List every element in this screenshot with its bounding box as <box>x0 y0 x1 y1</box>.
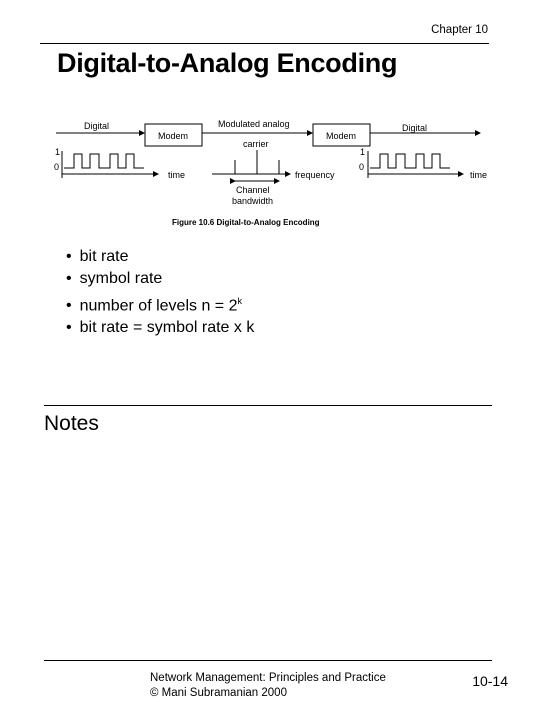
bullet-item <box>66 268 254 290</box>
bullet-text: bit rate <box>79 248 129 265</box>
bullet-text: number of levels n = 2 <box>79 297 238 315</box>
label-carrier: carrier <box>243 139 269 149</box>
bullet-text: symbol rate <box>79 270 163 287</box>
square-wave-right <box>370 154 450 168</box>
label-digital-right: Digital <box>402 123 428 133</box>
figure-caption: Figure 10.6 Digital-to-Analog Encoding <box>172 218 320 227</box>
label-modem-left: Modem <box>158 131 189 141</box>
bullet-item <box>66 246 254 268</box>
label-bandwidth: bandwidth <box>232 196 274 206</box>
label-digital-left: Digital <box>84 121 110 131</box>
label-modem-right: Modem <box>326 131 357 141</box>
label-one-right: 1 <box>360 147 366 157</box>
footer-line-1: Network Management: Principles and Practice <box>150 672 386 684</box>
digital-to-analog-diagram <box>28 112 508 234</box>
chapter-label: Chapter 10 <box>431 24 488 36</box>
footer-rule <box>44 660 492 661</box>
label-channel: Channel <box>236 185 270 195</box>
label-modulated-analog: Modulated analog <box>218 119 290 129</box>
bullet-superscript: k <box>237 296 242 306</box>
notes-heading: Notes <box>44 412 99 435</box>
label-zero-right: 0 <box>359 162 365 172</box>
slide-title: Digital-to-Analog Encoding <box>57 48 398 78</box>
label-zero-left: 0 <box>54 162 60 172</box>
label-frequency: frequency <box>295 170 335 180</box>
label-time-left: time <box>168 170 186 180</box>
bullet-text: bit rate = symbol rate x k <box>79 319 255 337</box>
header-rule <box>40 43 489 44</box>
bullet-list <box>66 246 254 339</box>
label-one-left: 1 <box>55 147 61 157</box>
bullet-item <box>66 317 254 339</box>
footer-line-2: © Mani Subramanian 2000 <box>150 687 287 699</box>
footer-credit <box>150 671 386 701</box>
square-wave-left <box>64 154 144 168</box>
label-time-right: time <box>470 170 488 180</box>
bullet-item <box>66 290 254 317</box>
notes-rule <box>44 405 492 406</box>
page-number: 10-14 <box>472 673 508 689</box>
